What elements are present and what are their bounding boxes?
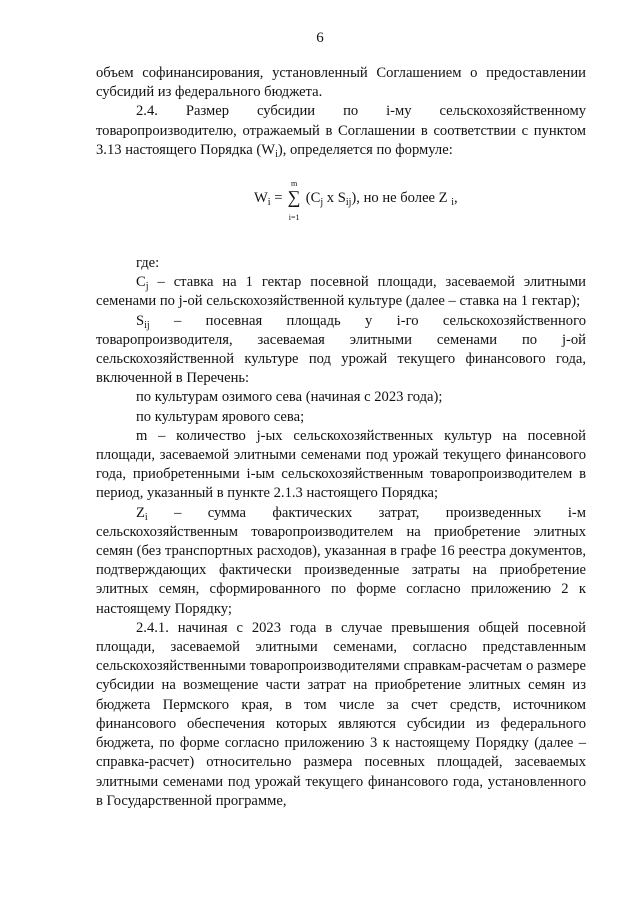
definition-cj xyxy=(96,273,586,311)
zi-symbol: Z xyxy=(136,504,145,521)
formula-c: (C xyxy=(305,189,321,206)
sum-upper-limit: m xyxy=(290,179,298,189)
page-number: 6 xyxy=(316,30,324,46)
formula-lhs-sub: i xyxy=(267,196,271,208)
definition-m: m – количество j-ых сельскохозяйственных культур на посевной площади, засеваемой элитными семенами под урожай текущего финансового года, приобретенными i-ым сельскохозяйственным товаропроизводителем в период, указанный в пункте 2.1.3 настоящего Порядка; xyxy=(96,427,586,502)
definition-zi xyxy=(96,504,586,619)
winter-crops-item: по культурам озимого сева (начиная с 2023 года); xyxy=(136,389,443,406)
paragraph-2-4-1: 2.4.1. начиная с 2023 года в случае превышения общей посевной площади, засеваемой элитными семенами, согласно представленным сельскохозяйственными товаропроизводителями справкам-расчетам о размере субсидии на возмещение части затрат на приобретение элитных семян из бюджета Пермского края, в том числе за счет средств, источником финансового обеспечения которых являются субсидии из федерального бюджета, по форме согласно приложению 3 к настоящему Порядку (далее – справка-расчет) относительно размера посевных площадей, засеваемых элитными семенами под урожай текущего финансового года, установленного в Государственной программе, xyxy=(96,619,586,809)
sij-symbol: S xyxy=(136,312,145,329)
formula-equals: = xyxy=(270,189,287,206)
paragraph-cofinancing: объем софинансирования, установленный Соглашением о предоставлении субсидий из федерального бюджета. xyxy=(96,65,586,101)
sij-subscript: ij xyxy=(144,319,150,331)
summation xyxy=(286,179,302,223)
wi-subscript: i xyxy=(275,148,278,160)
spring-crops-item: по культурам ярового сева; xyxy=(136,408,305,425)
formula-tail: ), но не более Z xyxy=(351,189,448,206)
paragraph-2-4-end: ), определяется по формуле: xyxy=(277,141,453,158)
definition-sij xyxy=(96,312,586,389)
formula-line xyxy=(254,179,458,223)
subsidy-formula xyxy=(96,170,586,254)
cj-text: – ставка на 1 гектар посевной площади, засеваемой элитными семенами по j-ой сельскохозяйственной культуре (далее – ставка на 1 гектар); xyxy=(96,274,586,310)
sum-symbol: ∑ xyxy=(287,187,301,208)
cj-symbol: C xyxy=(136,274,146,291)
formula-s-sub: ij xyxy=(345,196,352,208)
formula-c-sub: j xyxy=(320,196,324,208)
formula-end: , xyxy=(454,189,458,206)
sum-lower-limit: i=1 xyxy=(288,213,300,223)
formula-z-sub: i xyxy=(451,196,455,208)
formula-lhs: W xyxy=(254,189,268,206)
zi-text: – сумма фактических затрат, произведенных i-м сельскохозяйственным товаропроизводителем на приобретение элитных семян (без транспортных расходов), указанная в графе 16 реестра документов, подтверждающих фактически произведенные затраты на приобретение элитных семян, сформированного по форме согласно приложению 2 к настоящему Порядку; xyxy=(96,504,586,617)
cj-subscript: j xyxy=(145,281,149,293)
paragraph-2-4 xyxy=(96,102,586,160)
sij-text: – посевная площадь у i-го сельскохозяйственного товаропроизводителя, засеваемая элитными семенами по j-ой сельскохозяйственной культуре под урожай текущего финансового года, включенной в Перечень: xyxy=(96,312,586,387)
zi-subscript: i xyxy=(144,511,148,523)
document-body xyxy=(96,64,586,811)
where-label: где: xyxy=(136,255,160,272)
formula-times-s: x S xyxy=(323,189,346,206)
paragraph-2-4-text: 2.4. Размер субсидии по i-му сельскохозяйственному товаропроизводителю, отражаемый в Соглашении в соответствии с пунктом 3.13 настоящего Порядка (W xyxy=(96,103,586,158)
